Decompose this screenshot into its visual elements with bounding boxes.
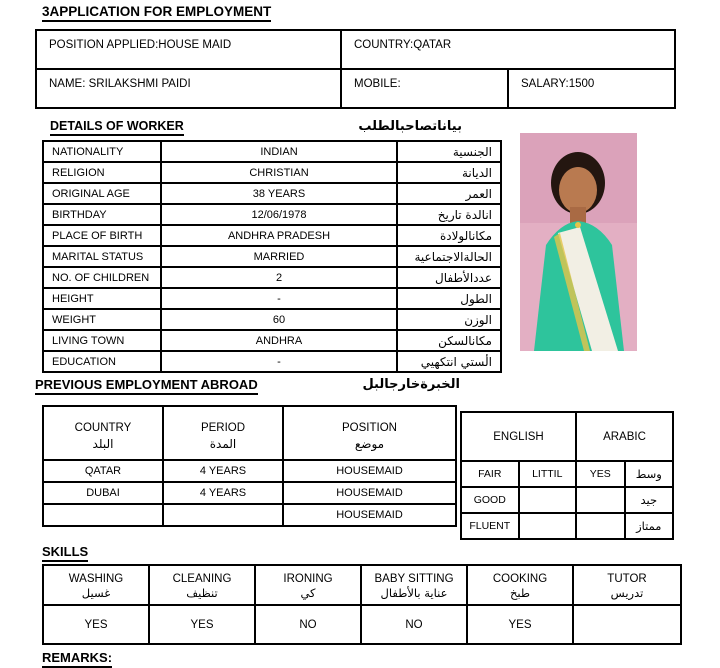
detail-label: NATIONALITY <box>43 141 161 162</box>
detail-label: ORIGINAL AGE <box>43 183 161 204</box>
skill-value <box>573 605 681 644</box>
employment-country: QATAR <box>43 460 163 482</box>
col-header-ar: تنظيف <box>186 586 218 600</box>
table-row <box>461 513 673 539</box>
table-row <box>43 288 501 309</box>
employment-position: HOUSEMAID <box>283 460 456 482</box>
detail-label-arabic: الديانة <box>397 162 501 183</box>
detail-value: INDIAN <box>161 141 397 162</box>
col-header-en: COUNTRY <box>74 421 132 434</box>
language-arabic-value <box>576 513 625 539</box>
detail-value: MARRIED <box>161 246 397 267</box>
summary-row-2 <box>36 69 675 108</box>
language-header-english: ENGLISH <box>461 412 576 461</box>
detail-label-arabic: العمر <box>397 183 501 204</box>
skill-col-cleaning <box>149 565 255 605</box>
detail-label-arabic: مكانالسكن <box>397 330 501 351</box>
detail-value: 38 YEARS <box>161 183 397 204</box>
detail-label: EDUCATION <box>43 351 161 372</box>
language-english-value <box>519 487 577 513</box>
table-row <box>43 330 501 351</box>
table-row <box>43 351 501 372</box>
employment-period: 4 YEARS <box>163 482 283 504</box>
language-level-arabic: وسط <box>625 461 674 487</box>
applicant-photo <box>520 133 637 351</box>
worker-details-table <box>42 140 502 373</box>
col-header-ar: غسيل <box>81 586 111 600</box>
detail-label-arabic: انالدة تاريخ <box>397 204 501 225</box>
language-header-arabic: ARABIC <box>576 412 673 461</box>
col-header-en: POSITION <box>342 421 397 434</box>
table-row <box>43 183 501 204</box>
table-row <box>43 460 456 482</box>
col-header-ar: المدة <box>209 436 237 451</box>
col-header-ar: كي <box>300 586 316 600</box>
employment-position: HOUSEMAID <box>283 504 456 526</box>
previous-employment-heading <box>35 377 460 395</box>
employment-col-country <box>43 406 163 460</box>
detail-label: PLACE OF BIRTH <box>43 225 161 246</box>
detail-label: RELIGION <box>43 162 161 183</box>
language-arabic-value: YES <box>576 461 625 487</box>
details-heading-en: DETAILS OF WORKER <box>50 119 184 136</box>
language-level: FAIR <box>461 461 519 487</box>
table-row <box>43 162 501 183</box>
detail-value: ANDHRA <box>161 330 397 351</box>
detail-label-arabic: الوزن <box>397 309 501 330</box>
skill-col-washing <box>43 565 149 605</box>
position-applied-cell: POSITION APPLIED:HOUSE MAID <box>36 30 341 69</box>
salary-cell: SALARY:1500 <box>508 69 675 108</box>
language-level-arabic: ممتاز <box>625 513 674 539</box>
language-level-arabic: جيد <box>625 487 674 513</box>
employment-col-position <box>283 406 456 460</box>
skill-col-tutor <box>573 565 681 605</box>
skill-value: YES <box>467 605 573 644</box>
table-row <box>43 225 501 246</box>
skills-table <box>42 564 682 645</box>
table-row <box>43 246 501 267</box>
col-header-ar: طبخ <box>509 586 531 600</box>
remarks-heading <box>42 650 112 668</box>
table-row <box>43 204 501 225</box>
col-header-en: BABY SITTING <box>374 573 454 585</box>
detail-label: LIVING TOWN <box>43 330 161 351</box>
detail-value: 60 <box>161 309 397 330</box>
detail-label-arabic: الطول <box>397 288 501 309</box>
table-row <box>461 487 673 513</box>
table-row <box>43 504 456 526</box>
previous-employment-table <box>42 405 457 527</box>
employment-country <box>43 504 163 526</box>
col-header-ar: البلد <box>92 436 114 451</box>
skills-values-row <box>43 605 681 644</box>
detail-label: HEIGHT <box>43 288 161 309</box>
language-level: GOOD <box>461 487 519 513</box>
detail-label: NO. OF CHILDREN <box>43 267 161 288</box>
detail-label: BIRTHDAY <box>43 204 161 225</box>
detail-label-arabic: الحالةالاجتماعية <box>397 246 501 267</box>
remarks-label: REMARKS: <box>42 650 112 668</box>
table-row <box>43 141 501 162</box>
language-arabic-value <box>576 487 625 513</box>
skill-value: NO <box>255 605 361 644</box>
skill-col-babysitting <box>361 565 467 605</box>
language-english-value <box>519 513 577 539</box>
skills-heading-text: SKILLS <box>42 544 88 562</box>
details-heading-ar: بياناتصاحبالطلب <box>358 119 462 134</box>
page-title <box>42 4 271 22</box>
table-row <box>43 482 456 504</box>
table-row <box>43 309 501 330</box>
detail-value: - <box>161 288 397 309</box>
detail-value: ANDHRA PRADESH <box>161 225 397 246</box>
col-header-en: TUTOR <box>607 573 647 585</box>
col-header-ar: تدريس <box>610 586 644 600</box>
page-title-text: 3APPLICATION FOR EMPLOYMENT <box>42 4 271 22</box>
col-header-ar: موضع <box>354 436 385 451</box>
skill-value: YES <box>149 605 255 644</box>
applicant-summary-table <box>35 29 676 109</box>
col-header-en: IRONING <box>283 573 333 585</box>
skill-col-cooking <box>467 565 573 605</box>
languages-table <box>460 411 674 540</box>
skill-value: YES <box>43 605 149 644</box>
mobile-cell: MOBILE: <box>341 69 508 108</box>
skill-col-ironing <box>255 565 361 605</box>
col-header-en: PERIOD <box>200 421 246 434</box>
detail-label-arabic: مكانالولادة <box>397 225 501 246</box>
col-header-en: CLEANING <box>172 573 232 585</box>
language-english-value: LITTIL <box>519 461 577 487</box>
detail-value: 12/06/1978 <box>161 204 397 225</box>
details-section-heading <box>50 119 462 136</box>
previous-employment-heading-ar: الخبرةخارجالبل <box>362 377 460 392</box>
summary-row-1 <box>36 30 675 69</box>
employment-period <box>163 504 283 526</box>
name-cell: NAME: SRILAKSHMI PAIDI <box>36 69 341 108</box>
skills-header-row <box>43 565 681 605</box>
language-header-row <box>461 412 673 461</box>
col-header-ar: عناية بالأطفال <box>380 586 448 600</box>
skills-section-heading <box>42 544 88 562</box>
detail-label: WEIGHT <box>43 309 161 330</box>
country-cell: COUNTRY:QATAR <box>341 30 675 69</box>
applicant-photo-image <box>520 133 637 351</box>
employment-col-period <box>163 406 283 460</box>
employment-position: HOUSEMAID <box>283 482 456 504</box>
col-header-en: WASHING <box>68 573 124 585</box>
employment-country: DUBAI <box>43 482 163 504</box>
detail-label: MARITAL STATUS <box>43 246 161 267</box>
skill-value: NO <box>361 605 467 644</box>
previous-employment-heading-en: PREVIOUS EMPLOYMENT ABROAD <box>35 377 258 395</box>
detail-value: - <box>161 351 397 372</box>
table-row <box>43 267 501 288</box>
detail-label-arabic: الٔستي انتكهيي <box>397 351 501 372</box>
table-row <box>461 461 673 487</box>
detail-value: 2 <box>161 267 397 288</box>
detail-label-arabic: الجنسية <box>397 141 501 162</box>
employment-period: 4 YEARS <box>163 460 283 482</box>
language-level: FLUENT <box>461 513 519 539</box>
detail-value: CHRISTIAN <box>161 162 397 183</box>
col-header-en: COOKING <box>492 573 548 585</box>
detail-label-arabic: عددالأطفال <box>397 267 501 288</box>
employment-header-row <box>43 406 456 460</box>
